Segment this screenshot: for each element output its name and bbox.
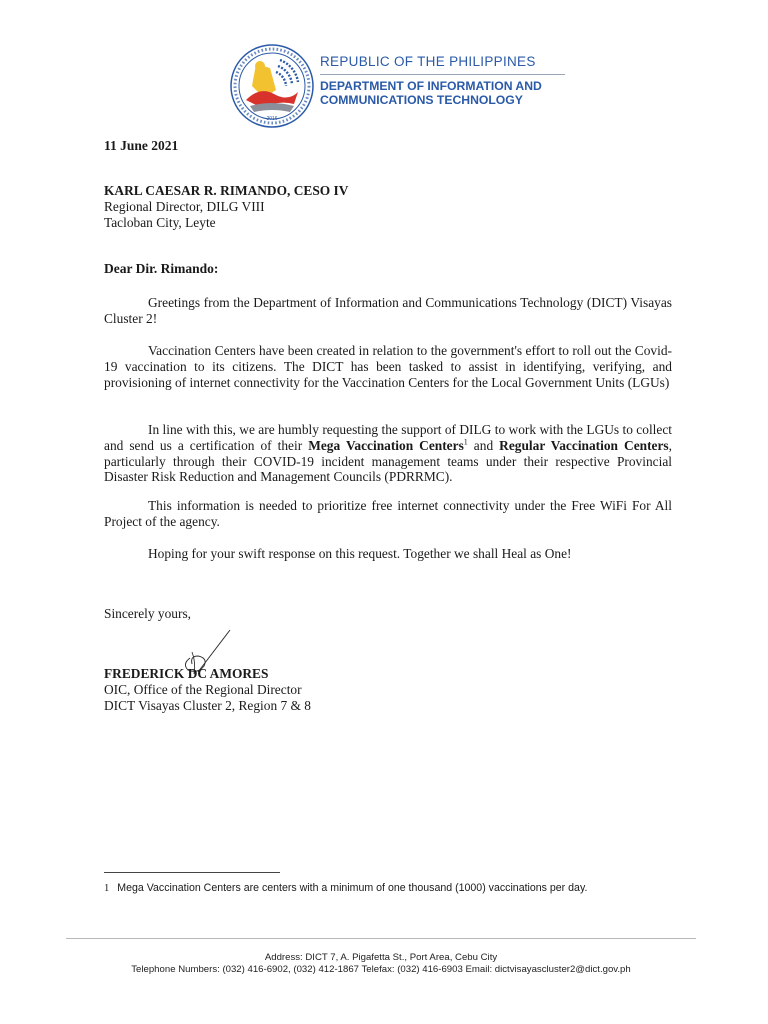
closing: Sincerely yours, [104, 606, 192, 621]
footer-contacts: Telephone Numbers: (032) 416-6902, (032) 412-1867 Telefax: (032) 416-6903 Email: dictvisayascluster2@dict.gov.ph [131, 964, 631, 976]
paragraph-purpose: This information is needed to prioritize free internet connectivity under the Free WiFi For All Project of the agency. [104, 498, 672, 529]
footnote-reference: 1 [463, 437, 468, 447]
addressee-location: Tacloban City, Leyte [104, 215, 216, 230]
signer-office: DICT Visayas Cluster 2, Region 7 & 8 [104, 697, 311, 713]
footnote-mark: 1 [104, 883, 110, 894]
footnote-divider [104, 872, 280, 873]
mega-vaccination-centers-term: Mega Vaccination Centers [308, 437, 464, 453]
letterhead-republic: REPUBLIC OF THE PHILIPPINES [320, 54, 536, 69]
paragraph-request [104, 422, 672, 485]
letterhead [228, 42, 558, 132]
footer [66, 952, 696, 977]
paragraph-closing-remark: Hoping for your swift response on this request. Together we shall Heal as One! [148, 546, 572, 561]
signer-name: FREDERICK DC AMORES [104, 666, 269, 681]
signer-block [104, 666, 311, 713]
addressee-block [104, 183, 348, 231]
salutation: Dear Dir. Rimando: [104, 261, 219, 276]
footer-address: Address: DICT 7, A. Pigafetta St., Port Area, Cebu City [264, 952, 498, 963]
svg-text:2016: 2016 [266, 116, 278, 122]
paragraph-request-text: In line with this, we are humbly requesting the support of DILG to work with the LGUs to collect and send us a certification of their [104, 422, 672, 453]
addressee-name: KARL CAESAR R. RIMANDO, CESO IV [104, 183, 349, 198]
paragraph-request-text: , particularly through their COVID-19 incident management teams under their respective Provincial Disaster Risk Reduction and Management Councils (PDRRMC). [104, 437, 672, 485]
letterhead-department-line1: DEPARTMENT OF INFORMATION AND [320, 79, 542, 93]
addressee-title: Regional Director, DILG VIII [104, 199, 265, 214]
dict-seal-icon [228, 42, 316, 130]
signer-title: OIC, Office of the Regional Director [104, 681, 302, 697]
footnote [104, 882, 587, 895]
paragraph-request-text: and [467, 437, 500, 453]
letterhead-divider [320, 74, 565, 75]
regular-vaccination-centers-term: Regular Vaccination Centers [499, 437, 669, 453]
footer-divider [66, 938, 696, 939]
paragraph-vaccination-centers: Vaccination Centers have been created in relation to the government's effort to roll out the Covid-19 vaccination to its citizens. The DICT has been tasked to assist in identifying, verifying, and provisioning of internet connectivity for the Vaccination Centers for the Local Government Units (LGUs) [104, 343, 672, 390]
paragraph-greeting: Greetings from the Department of Information and Communications Technology (DICT) Visayas Cluster 2! [104, 295, 672, 326]
footnote-text: Mega Vaccination Centers are centers with a minimum of one thousand (1000) vaccinations per day. [117, 882, 588, 894]
letter-date: 11 June 2021 [104, 138, 179, 153]
letterhead-department-line2: COMMUNICATIONS TECHNOLOGY [320, 93, 523, 107]
